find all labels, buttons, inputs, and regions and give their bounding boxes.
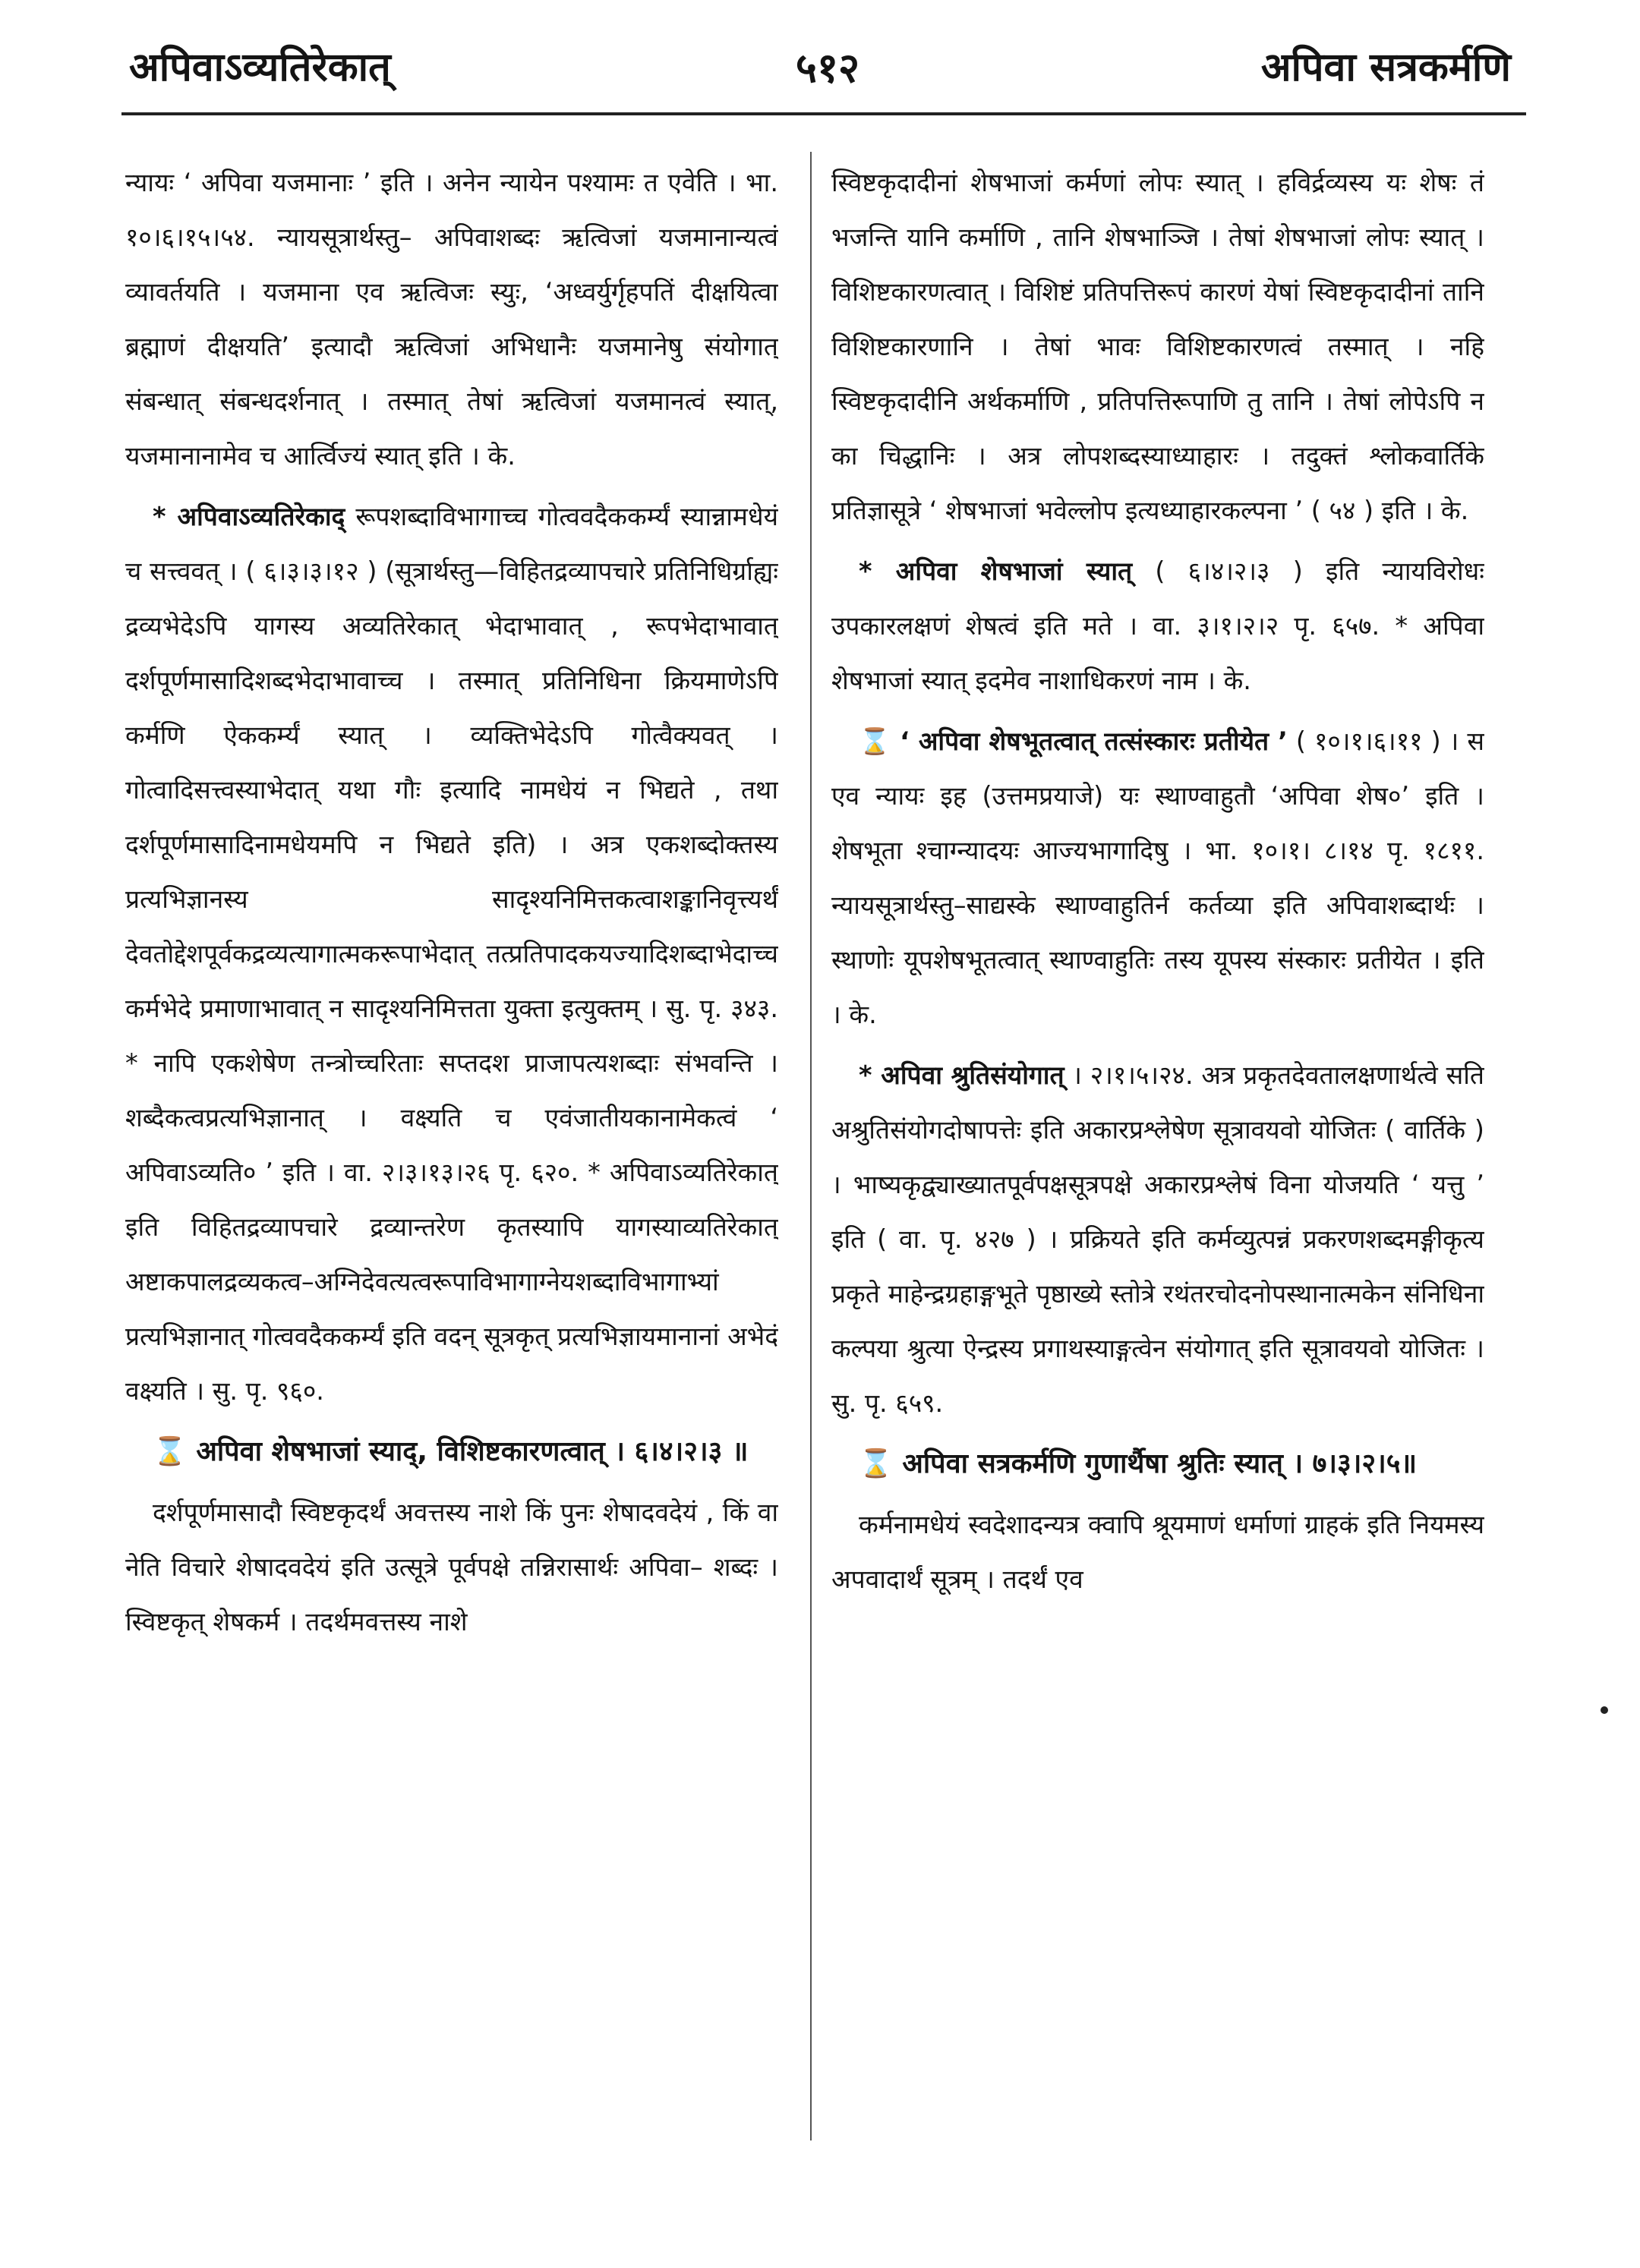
left-para-3 <box>125 1425 778 1479</box>
para-text: स्विष्टकृदादीनां शेषभाजां कर्मणां लोपः स्यात् । हविर्द्रव्यस्य यः शेषः तं भजन्ति यानि कर्माणि , तानि शेषभाञ्जि । तेषां शेषभाजां लोपः स्यात् । विशिष्टकारणत्वात् । विशिष्टं प्रतिपत्तिरूपं कारणं येषां स्विष्टकृदादीनां तानि विशिष्टकारणानि । तेषां भावः विशिष्टकारणत्वं तस्मात् । नहि स्विष्टकृदादीनि अर्थकर्माणि , प्रतिपत्तिरूपाणि तु तानि । तेषां लोपेऽपि न का चिद्धानिः । अत्र लोपशब्दस्याध्याहारः । तदुक्तं श्लोकवार्तिके प्रतिज्ञासूत्रे ‘ शेषभाजां भवेल्लोप इत्यध्याहारकल्पना ’ ( ५४ ) इति । के. <box>831 168 1484 525</box>
para-text: ( १०।१।६।११ ) । स एव न्यायः इह (उत्तमप्रयाजे) यः स्थाण्वाहुतौ ‘अपिवा शेष०’ इति । शेषभूता श्चाग्न्यादयः आज्यभागादिषु । भा. १०।१। ८।१४ पृ. १८११. न्यायसूत्रार्थस्तु–साद्यस्के स्थाण्वाहुतिर्न कर्तव्या इति अपिवाशब्दार्थः । स्थाणोः यूपशेषभूतत्वात् स्थाण्वाहुतिः तस्य यूपस्य संस्कारः प्रतीयेत । इति । के. <box>831 726 1484 1029</box>
right-para-5 <box>831 1437 1484 1492</box>
right-para-6 <box>831 1498 1484 1607</box>
sutra-heading: ⌛ अपिवा शेषभाजां स्याद्, विशिष्टकारणत्वात् । ६।४।२।३ ॥ <box>153 1436 749 1467</box>
para-text: ( ६।४।२।३ ) इति न्यायविरोधः उपकारलक्षणं शेषत्वं इति मते । वा. ३।१।२।२ पृ. ६५७. * अपिवा शेषभाजां स्यात् इदमेव नाशाधिकरणं नाम । के. <box>831 556 1484 695</box>
right-para-2 <box>831 544 1484 708</box>
para-text: । २।१।५।२४. अत्र प्रकृतदेवतालक्षणार्थत्वे सति अश्रुतिसंयोगदोषापत्तेः इति अकारप्रश्लेषेण सूत्रावयवो योजितः ( वार्तिके ) । भाष्यकृद्व्याख्यातपूर्वपक्षसूत्रपक्षे अकारप्रश्लेषं विना योजयति ‘ यत्तु ’ इति ( वा. पृ. ४२७ ) । प्रक्रियते इति कर्मव्युत्पन्नं प्रकरणशब्दमङ्गीकृत्य प्रकृते माहेन्द्रग्रहाङ्गभूते पृष्ठाख्ये स्तोत्रे रथंतरचोदनोपस्थानात्मकेन संनिधिना कल्पया श्रुत्या ऐन्द्रस्य प्रगाथस्याङ्गत्वेन संयोगात् इति सूत्रावयवो योजितः । सु. पृ. ६५९. <box>831 1060 1484 1418</box>
right-para-1 <box>831 156 1484 538</box>
entry-heading: ⌛ ‘ अपिवा शेषभूतत्वात् तत्संस्कारः प्रतीयेत ’ <box>859 726 1288 756</box>
left-para-2 <box>125 490 778 1419</box>
margin-dot <box>1601 1706 1608 1714</box>
page-number: ५१२ <box>795 44 860 92</box>
right-para-3 <box>831 714 1484 1042</box>
column-divider <box>810 152 812 2140</box>
para-text: कर्मनामधेयं स्वदेशादन्यत्र क्वापि श्रूयमाणं धर्माणां ग्राहकं इति नियमस्य अपवादार्थं सूत्रम् । तदर्थं एव <box>831 1510 1484 1594</box>
left-para-4 <box>125 1485 778 1649</box>
sutra-heading: ⌛ अपिवा सत्रकर्मणि गुणार्थैषा श्रुतिः स्यात् । ७।३।२।५॥ <box>859 1448 1418 1479</box>
header-rule <box>121 112 1526 115</box>
entry-heading: * अपिवाऽव्यतिरेकाद् <box>153 502 345 531</box>
entry-heading: * अपिवा श्रुतिसंयोगात् <box>859 1060 1064 1090</box>
entry-heading: * अपिवा शेषभाजां स्यात् <box>859 556 1133 586</box>
right-column <box>831 156 1484 2159</box>
running-head-left: अपिवाऽव्यतिरेकात् <box>129 45 391 90</box>
left-column <box>125 156 778 2159</box>
running-head-right: अपिवा सत्रकर्मणि <box>1260 45 1511 90</box>
para-text: रूपशब्दाविभागाच्च गोत्ववदैककर्म्यं स्यान्नामधेयं च सत्त्ववत् । ( ६।३।३।१२ ) (सूत्रार्थस्तु—विहितद्रव्यापचारे प्रतिनिधिर्ग्राह्यः द्रव्यभेदेऽपि यागस्य अव्यतिरेकात् भेदाभावात् , रूपभेदाभावात् दर्शपूर्णमासादिशब्दभेदाभावाच्च । तस्मात् प्रतिनिधिना क्रियमाणेऽपि कर्मणि ऐककर्म्यं स्यात् । व्यक्तिभेदेऽपि गोत्वैक्यवत् । गोत्वादिसत्त्वस्याभेदात् यथा गौः इत्यादि नामधेयं न भिद्यते , तथा दर्शपूर्णमासादिनामधेयमपि न भिद्यते इति) । अत्र एकशब्दोक्तस्य प्रत्यभिज्ञानस्य सादृश्यनिमित्तकत्वाशङ्कानिवृत्त्यर्थं देवतोद्देशपूर्वकद्रव्यत्यागात्मकरूपाभेदात् तत्प्रतिपादकयज्यादिशब्दाभेदाच्च कर्मभेदे प्रमाणाभावात् न सादृश्यनिमित्तता युक्ता इत्युक्तम् । सु. पृ. ३४३. * नापि एकशेषेण तन्त्रोच्चरिताः सप्तदश प्राजापत्यशब्दाः संभवन्ति । शब्दैकत्वप्रत्यभिज्ञानात् । वक्ष्यति च एवंजातीयकानामेकत्वं ‘ अपिवाऽव्यति० ’ इति । वा. २।३।१३।२६ पृ. ६२०. * अपिवाऽव्यतिरेकात् इति विहितद्रव्यापचारे द्रव्यान्तरेण कृतस्यापि यागस्याव्यतिरेकात् अष्टाकपालद्रव्यकत्व–अग्निदेवत्यत्वरूपाविभागाग्नेयशब्दाविभागाभ्यां प्रत्यभिज्ञानात् गोत्ववदैककर्म्यं इति वदन् सूत्रकृत् प्रत्यभिज्ञायमानानां अभेदं वक्ष्यति । सु. पृ. ९६०. <box>125 502 778 1406</box>
right-para-4 <box>831 1048 1484 1431</box>
para-text: न्यायः ‘ अपिवा यजमानाः ’ इति । अनेन न्यायेन पश्यामः त एवेति । भा. १०।६।१५।५४. न्यायसूत्रार्थस्तु– अपिवाशब्दः ऋत्विजां यजमानान्यत्वं व्यावर्तयति । यजमाना एव ऋत्विजः स्युः, ‘अध्वर्युर्गृहपतिं दीक्षयित्वा ब्रह्माणं दीक्षयति’ इत्यादौ ऋत्विजां अभिधानैः यजमानेषु संयोगात् संबन्धात् संबन्धदर्शनात् । तस्मात् तेषां ऋत्विजां यजमानत्वं स्यात्, यजमानानामेव च आर्त्विज्यं स्यात् इति । के. <box>125 168 778 471</box>
left-para-1 <box>125 156 778 484</box>
para-text: दर्शपूर्णमासादौ स्विष्टकृदर्थं अवत्तस्य नाशे किं पुनः शेषादवदेयं , किं वा नेति विचारे शेषादवदेयं इति उत्सूत्रे पूर्वपक्षे तन्निरासार्थः अपिवा– शब्दः । स्विष्टकृत् शेषकर्म । तदर्थमवत्तस्य नाशे <box>125 1498 778 1636</box>
